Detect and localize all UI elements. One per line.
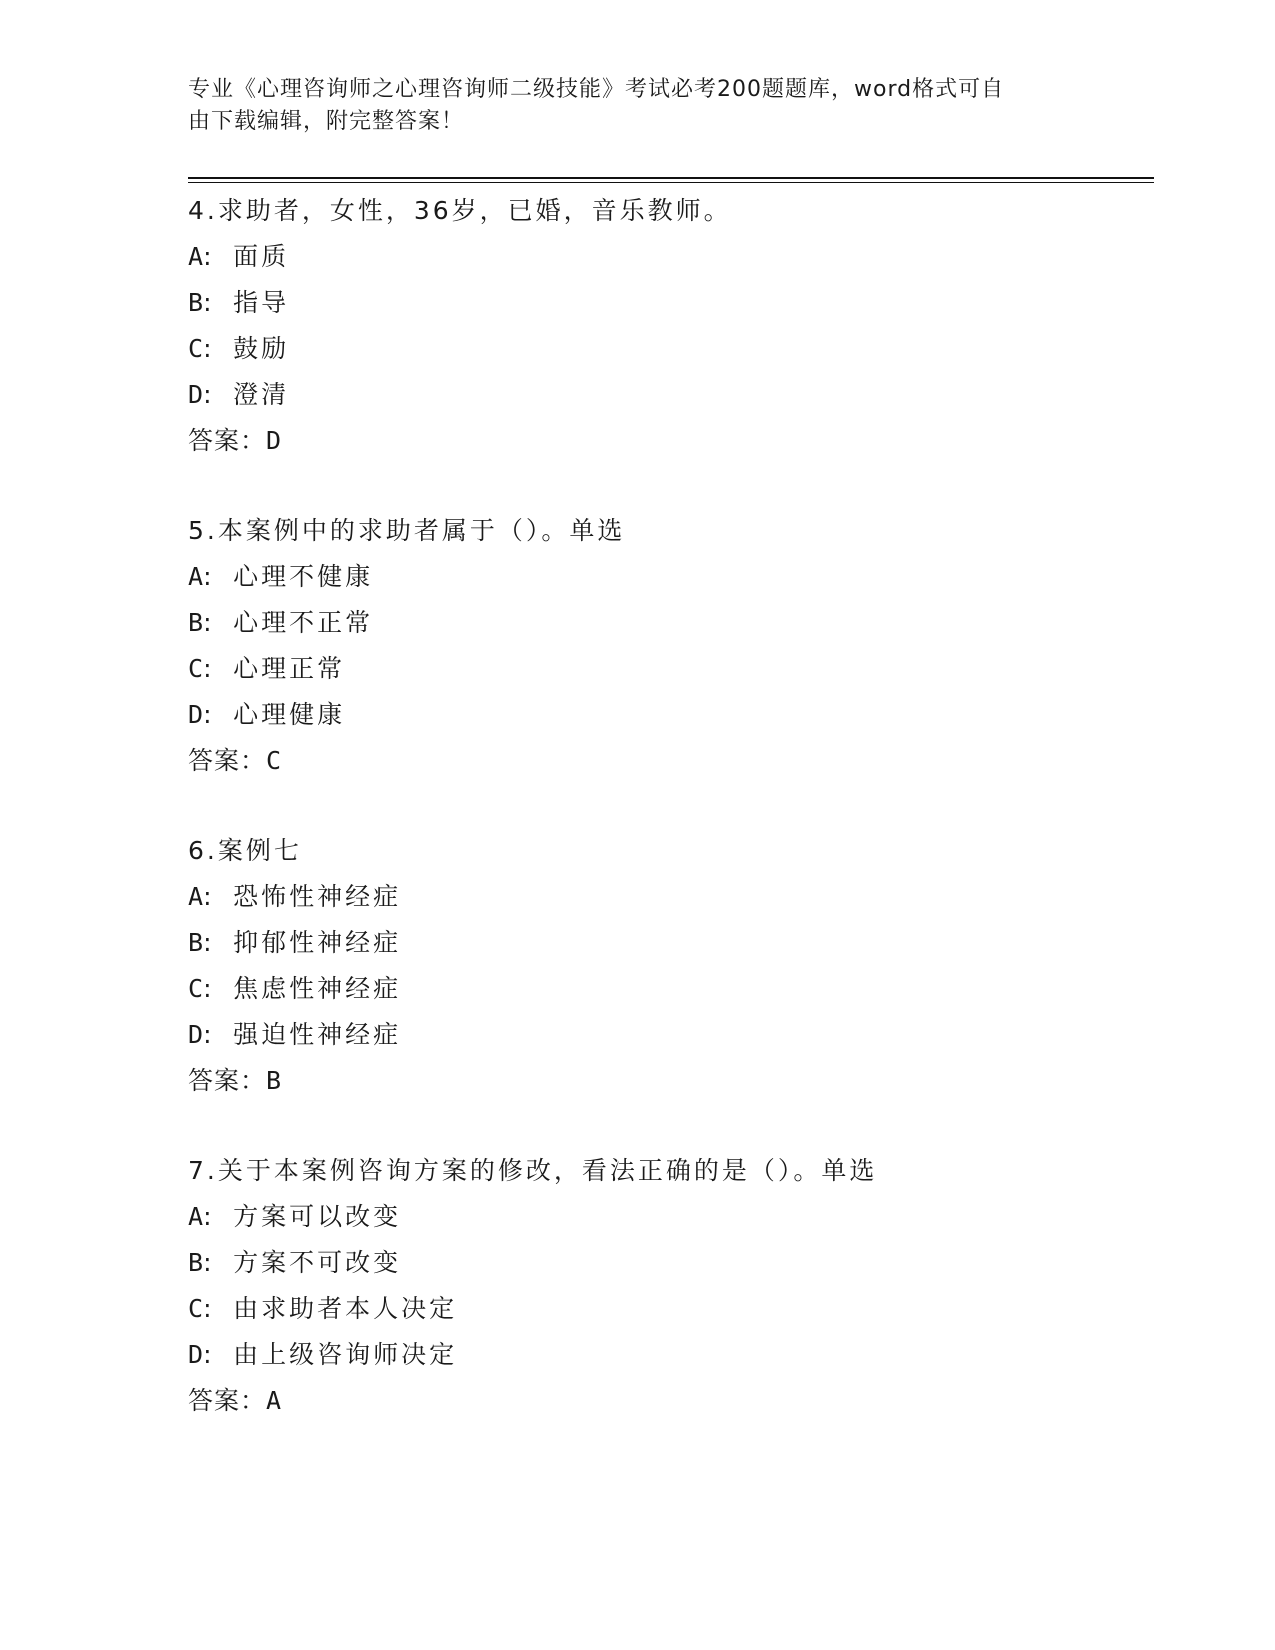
header-divider-thick	[188, 177, 1154, 179]
option-text: 心理健康	[233, 700, 346, 729]
answer-value: B	[266, 1066, 282, 1095]
option-text: 抑郁性神经症	[233, 928, 402, 957]
answer-value: A	[266, 1386, 282, 1415]
answer-label: 答案：	[188, 746, 267, 775]
header-line-1: 专业《心理咨询师之心理咨询师二级技能》考试必考200题题库，word格式可自	[188, 77, 1005, 102]
option-c: C: 由求助者本人决定	[188, 1294, 458, 1323]
answer-value: D	[266, 426, 282, 455]
option-text: 心理不健康	[233, 562, 374, 591]
option-letter: C	[188, 974, 204, 1003]
option-letter: C	[188, 1294, 204, 1323]
header-line-2: 由下载编辑，附完整答案！	[188, 109, 465, 134]
option-a: A: 恐怖性神经症	[188, 882, 402, 911]
option-letter: D	[188, 1020, 204, 1049]
question-7	[188, 1148, 1154, 1424]
option-text: 鼓励	[233, 334, 290, 363]
option-c: C: 心理正常	[188, 654, 346, 683]
option-letter: D	[188, 1340, 204, 1369]
answer-label: 答案：	[188, 1386, 267, 1415]
option-letter: A	[188, 1202, 204, 1231]
option-text: 方案可以改变	[233, 1202, 402, 1231]
option-c: C: 鼓励	[188, 334, 290, 363]
option-text: 方案不可改变	[233, 1248, 402, 1277]
option-letter: A	[188, 882, 204, 911]
question-4	[188, 188, 1154, 464]
option-text: 面质	[233, 242, 290, 271]
question-stem: 7.关于本案例咨询方案的修改，看法正确的是（）。单选	[188, 1156, 878, 1185]
option-letter: C	[188, 654, 204, 683]
header-divider-thin	[188, 182, 1154, 183]
answer-line	[188, 738, 1154, 784]
option-letter: A	[188, 242, 204, 271]
option-a: A: 心理不健康	[188, 562, 374, 591]
option-text: 心理不正常	[233, 608, 374, 637]
option-text: 由上级咨询师决定	[233, 1340, 458, 1369]
question-stem: 5.本案例中的求助者属于（）。单选	[188, 516, 626, 545]
option-b: B: 抑郁性神经症	[188, 928, 402, 957]
option-b: B: 指导	[188, 288, 290, 317]
answer-label: 答案：	[188, 426, 267, 455]
option-text: 强迫性神经症	[233, 1020, 402, 1049]
option-a: A: 面质	[188, 242, 290, 271]
option-letter: B	[188, 288, 204, 317]
option-d: D: 强迫性神经症	[188, 1020, 402, 1049]
option-b: B: 心理不正常	[188, 608, 374, 637]
answer-value: C	[266, 746, 282, 775]
option-text: 澄清	[233, 380, 290, 409]
option-d: D: 心理健康	[188, 700, 346, 729]
option-c: C: 焦虑性神经症	[188, 974, 402, 1003]
option-letter: C	[188, 334, 204, 363]
option-text: 由求助者本人决定	[233, 1294, 458, 1323]
option-letter: B	[188, 928, 204, 957]
option-text: 焦虑性神经症	[233, 974, 402, 1003]
answer-label: 答案：	[188, 1066, 267, 1095]
option-text: 恐怖性神经症	[233, 882, 402, 911]
option-letter: B	[188, 1248, 204, 1277]
answer-line	[188, 1378, 1154, 1424]
answer-line	[188, 1058, 1154, 1104]
option-b: B: 方案不可改变	[188, 1248, 402, 1277]
question-list	[188, 188, 1154, 1468]
option-a: A: 方案可以改变	[188, 1202, 402, 1231]
option-letter: A	[188, 562, 204, 591]
question-5	[188, 508, 1154, 784]
option-letter: B	[188, 608, 204, 637]
option-letter: D	[188, 700, 204, 729]
document-header	[188, 74, 1068, 138]
option-letter: D	[188, 380, 204, 409]
option-text: 心理正常	[233, 654, 346, 683]
option-d: D: 澄清	[188, 380, 290, 409]
question-6	[188, 828, 1154, 1104]
option-text: 指导	[233, 288, 290, 317]
option-d: D: 由上级咨询师决定	[188, 1340, 458, 1369]
question-stem: 6.案例七	[188, 836, 302, 865]
question-stem: 4.求助者，女性，36岁，已婚，音乐教师。	[188, 196, 732, 225]
answer-line	[188, 418, 1154, 464]
